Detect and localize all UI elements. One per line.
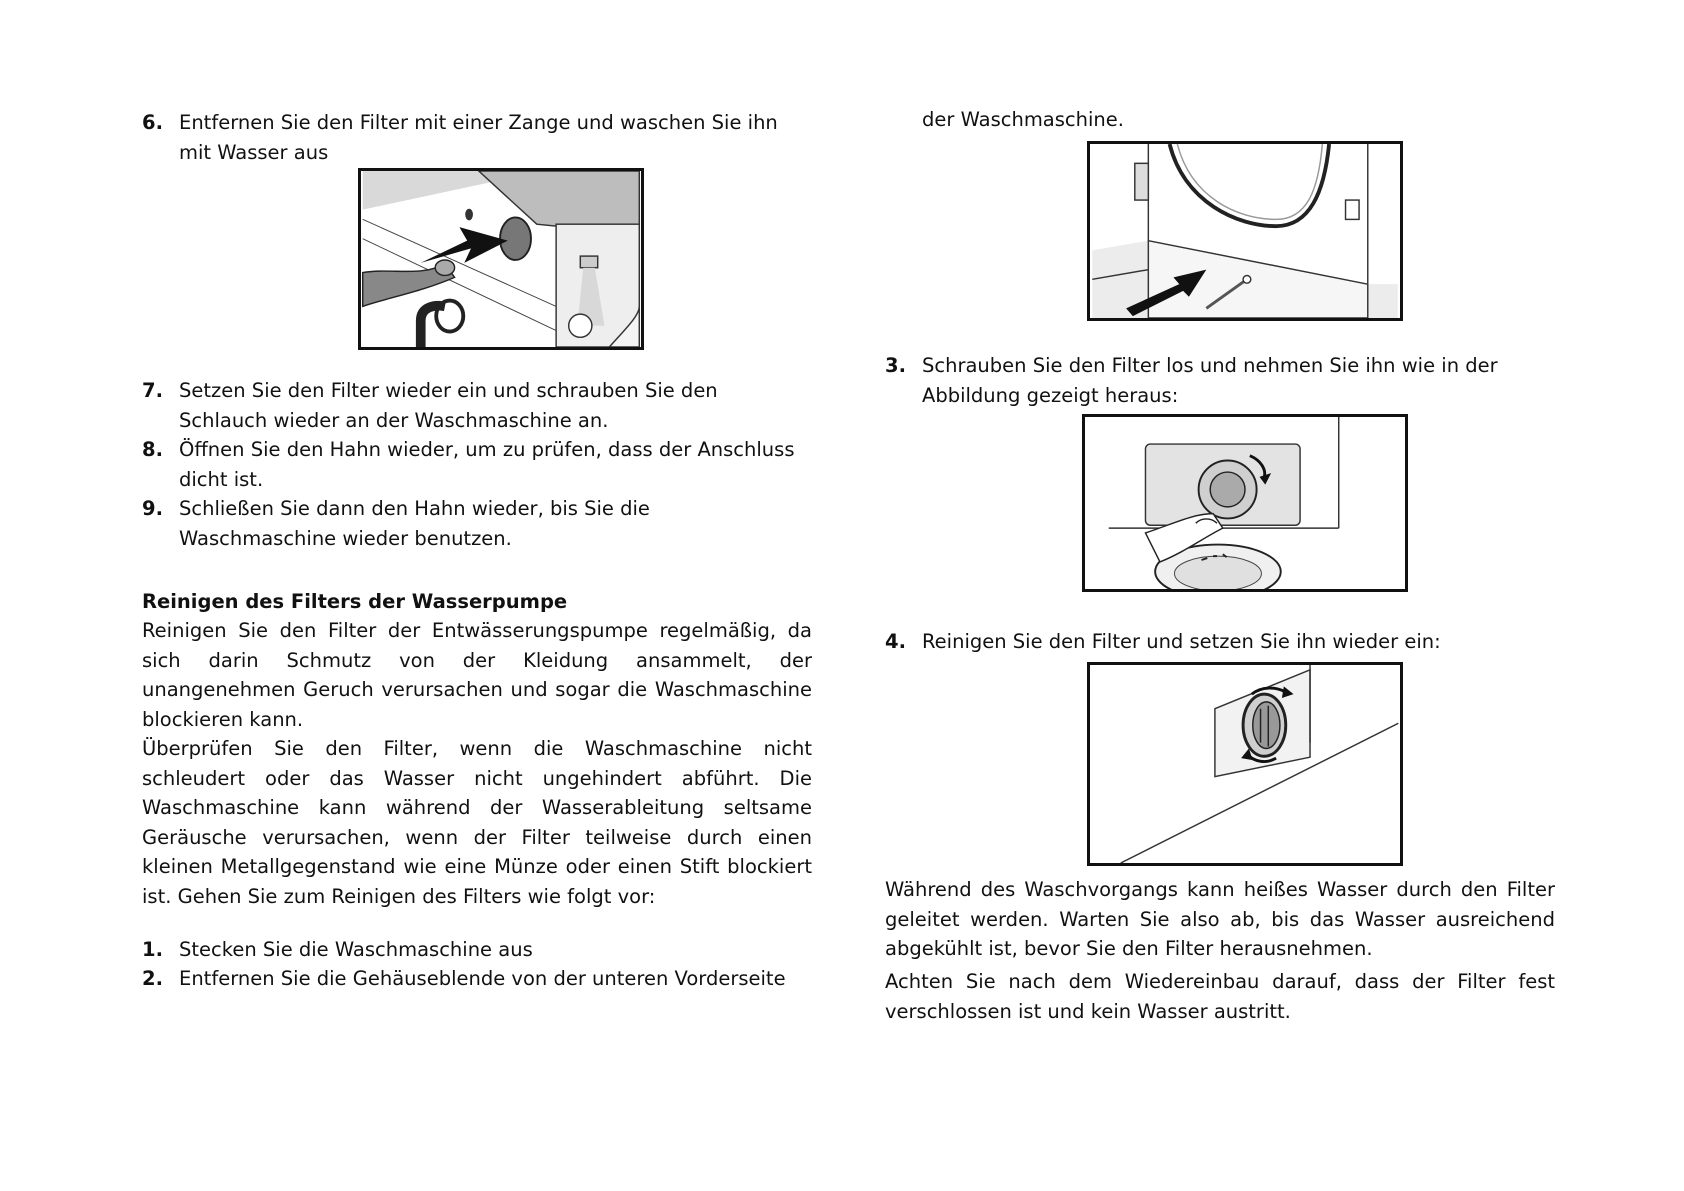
- step-number: 9.: [142, 497, 163, 520]
- step-7: [142, 376, 812, 435]
- step-4: [885, 627, 1555, 657]
- step-number: 1.: [142, 938, 163, 961]
- step-text: Schrauben Sie den Filter los und nehmen Sie ihn wie in der Abbildung gezeigt heraus:: [922, 354, 1498, 407]
- step-text: Entfernen Sie den Filter mit einer Zange und waschen Sie ihn mit Wasser aus: [179, 111, 778, 164]
- step-number: 3.: [885, 354, 906, 377]
- step-text: Entfernen Sie die Gehäuseblende von der unteren Vorderseite: [179, 967, 786, 990]
- step-9: [142, 494, 812, 553]
- step-number: 4.: [885, 630, 906, 653]
- step-8: [142, 435, 812, 494]
- step-text: Stecken Sie die Waschmaschine aus: [179, 938, 533, 961]
- section-heading: Reinigen des Filters der Wasserpumpe: [142, 590, 568, 613]
- figure-hose-filter-cleaning: [358, 168, 644, 350]
- step-number: 6.: [142, 111, 163, 134]
- paragraph-hot-water-warning: Während des Waschvorgangs kann heißes Wasser durch den Filter geleitet werden. Warten Sie also ab, bis das Wasser ausreichend abgekühlt ist, bevor Sie den Filter herausnehmen.: [885, 878, 1555, 960]
- step-text: Öffnen Sie den Hahn wieder, um zu prüfen, dass der Anschluss dicht ist.: [179, 438, 795, 491]
- step-number: 8.: [142, 438, 163, 461]
- figure-reinsert-filter: [1087, 662, 1403, 866]
- panel-removal-illustration: [1090, 144, 1400, 318]
- step-6: [142, 108, 812, 167]
- step-number: 7.: [142, 379, 163, 402]
- step-1: [142, 935, 812, 965]
- filter-unscrew-illustration: [1085, 417, 1405, 589]
- step-2-continuation: der Waschmaschine.: [922, 108, 1124, 131]
- step-text: Schließen Sie dann den Hahn wieder, bis Sie die Waschmaschine wieder benutzen.: [179, 497, 650, 550]
- step-text: Setzen Sie den Filter wieder ein und schrauben Sie den Schlauch wieder an der Waschmaschine an.: [179, 379, 718, 432]
- hose-filter-illustration: [361, 171, 641, 347]
- figure-unscrew-filter: [1082, 414, 1408, 592]
- paragraph-filter-check: Überprüfen Sie den Filter, wenn die Waschmaschine nicht schleudert oder das Wasser nicht ungehindert abführt. Die Waschmaschine kann während der Wasserableitung seltsame Geräusche verursachen, wenn der Filter teilweise durch einen kleinen Metallgegenstand wie eine Münze oder einen Stift blockiert ist. Gehen Sie zum Reinigen des Filters wie folgt vor:: [142, 737, 812, 908]
- paragraph-reinstall-check: Achten Sie nach dem Wiedereinbau darauf, dass der Filter fest verschlossen ist und kein Wasser austritt.: [885, 970, 1555, 1023]
- figure-remove-panel: [1087, 141, 1403, 321]
- step-number: 2.: [142, 967, 163, 990]
- step-2: [142, 964, 812, 994]
- step-text: Reinigen Sie den Filter und setzen Sie ihn wieder ein:: [922, 630, 1441, 653]
- paragraph-filter-intro: Reinigen Sie den Filter der Entwässerungspumpe regelmäßig, da sich darin Schmutz von der Kleidung ansammelt, der unangenehmen Geruch verursachen und sogar die Waschmaschine blockieren kann.: [142, 619, 812, 731]
- filter-reinsert-illustration: [1090, 665, 1400, 863]
- step-3: [885, 351, 1555, 410]
